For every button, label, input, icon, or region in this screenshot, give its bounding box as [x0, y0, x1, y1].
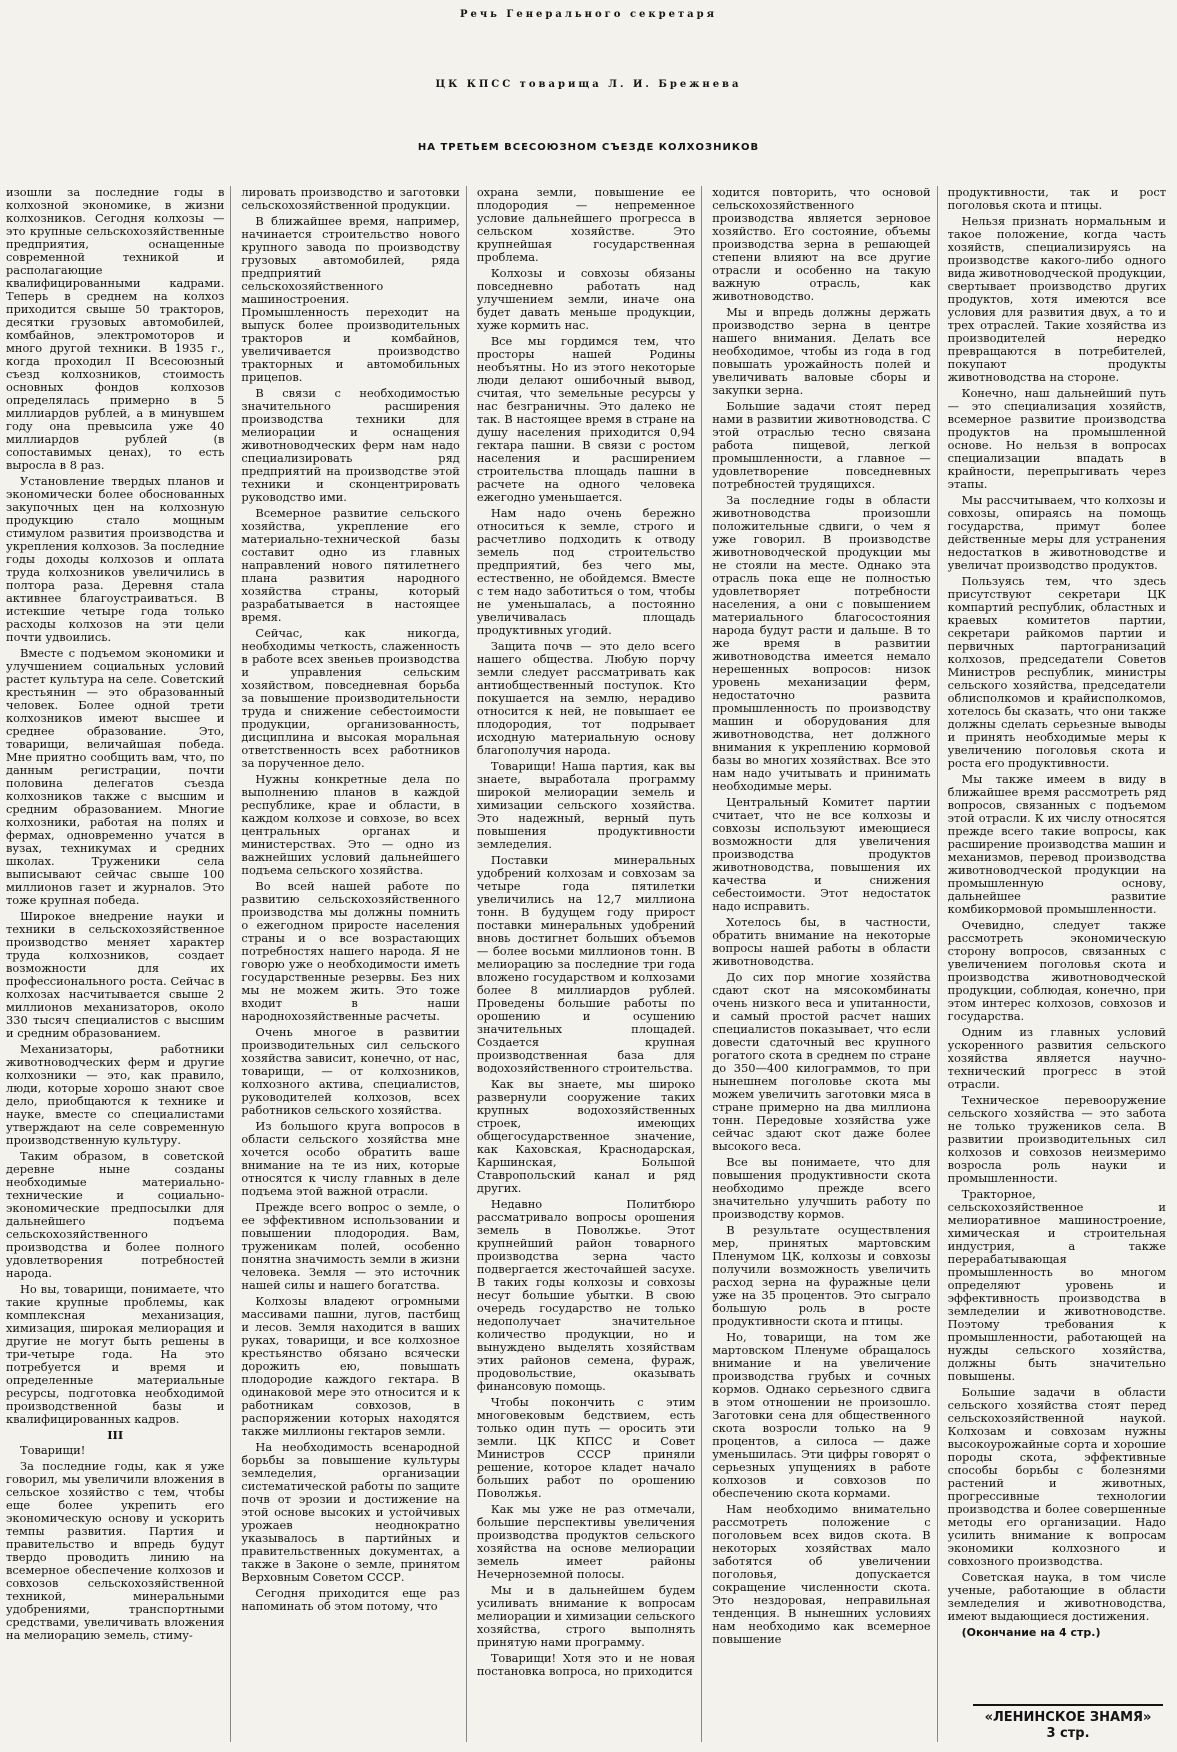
article-paragraph: Товарищи! Хотя это и не новая постановка вопроса, но приходится — [476, 1651, 696, 1678]
headline-line-2: ЦК КПСС товарища Л. И. Брежнева — [435, 79, 742, 90]
article-column-4 — [712, 186, 937, 1742]
article-column-5 — [948, 186, 1166, 1742]
article-paragraph: Защита почв — это дело всего нашего общества. Любую порчу земли следует рассматривать как антиобщественный поступок. Кто покушается на землю, нерадиво относится к ней, не повышает ее плодородия, тот подрывает исходную материальную основу благополучия народа. — [476, 639, 696, 757]
article-paragraph: За последние годы в области животноводства произошли положительные сдвиги, о чем я уже говорил. В производстве животноводческой продукции мы не стояли на месте. Однако эта отрасль пока еще не полностью удовлетворяет потребности населения, а они с повышением материального благосостояния народа будут расти и дальше. В то же время в развитии животноводства имеется немало нерешенных вопросов: низок уровень механизации ферм, недостаточно развита промышленность по производству машин и оборудования для животноводства, нет должного внимания к укреплению кормовой базы во многих хозяйствах. Все это нам надо учитывать и принимать необходимые меры. — [712, 493, 931, 793]
article-paragraph: Нам необходимо внимательно рассмотреть положение с поголовьем всех видов скота. В некоторых хозяйствах мало заботятся об увеличении поголовья, допускается сокращение численности скота. Это нездоровая, неправильная тенденция. В нынешних условиях нам необходимо как всемерное повышение — [712, 1502, 931, 1646]
article-paragraph: В ближайшее время, например, начинается строительство нового крупного завода по производству грузовых автомобилей, ряда предприятий сельскохозяйственного машиностроения. Промышленность переходит на выпуск более производительных тракторов и комбайнов, увеличивается производство тракторных и автомобильных прицепов. — [241, 214, 460, 384]
article-paragraph: Таким образом, в советской деревне ныне созданы необходимые материально-технические и социально-экономические предпосылки для дальнейшего подъема сельскохозяйственного производства и более полного удовлетворения потребностей народа. — [6, 1149, 225, 1280]
article-paragraph: Центральный Комитет партии считает, что не все колхозы и совхозы используют имеющиеся возможности для увеличения производства продуктов животноводства, повышения их качества и снижения себестоимости. Этот недостаток надо исправить. — [712, 795, 931, 913]
article-paragraph: Все мы гордимся тем, что просторы нашей Родины необъятны. Но из этого некоторые люди делают ошибочный вывод, считая, что земельные ресурсы у нас безграничны. Это далеко не так. В настоящее время в стране на душу населения приходится 0,94 гектара пашни. В связи с ростом населения и расширением строительства площадь пашни в расчете на одного человека ежегодно уменьшается. — [476, 334, 696, 504]
headline-line-1: Речь Генерального секретаря — [459, 9, 718, 20]
article-paragraph: Но, товарищи, на том же мартовском Пленуме обращалось внимание и на увеличение производства грубых и сочных кормов. Однако серьезного сдвига в этом отношении не произошло. Заготовки сена для общественного скота возросли только на 9 процентов, а силоса — даже уменьшилась. Эти цифры говорят о серьезных упущениях в работе колхозов и совхозов по обеспечению скота кормами. — [712, 1330, 931, 1500]
article-paragraph: Во всей нашей работе по развитию сельскохозяйственного производства мы должны помнить о ежегодном приросте населения страны и о все возрастающих потребностях нашего народа. Я не говорю уже о необходимости иметь государственные резервы. Без них мы не можем жить. Это тоже входит в наши народнохозяйственные расчеты. — [241, 879, 460, 1023]
article-paragraph: Конечно, наш дальнейший путь — это специализация хозяйств, всемерное развитие производства продуктов на промышленной основе. Но нельзя в вопросах специализации впадать в крайности, перепрыгивать через этапы. — [947, 386, 1167, 491]
article-paragraph: Как вы знаете, мы широко развернули сооружение таких крупных водохозяйственных строек, имеющих общегосударственное значение, как Каховская, Краснодарская, Каршинская, Большой Ставропольский канал и ряд других. — [476, 1077, 696, 1195]
article-paragraph: Техническое перевооружение сельского хозяйства — это забота не только тружеников села. В развитии производительных сил колхозов и совхозов неизмеримо возросла роль науки и промышленности. — [947, 1093, 1167, 1185]
article-paragraph: Сегодня приходится еще раз напоминать об этом потому, что — [241, 1586, 460, 1613]
article-paragraph: Хотелось бы, в частности, обратить внимание на некоторые вопросы нашей работы в области животноводства. — [712, 915, 931, 968]
article-paragraph: Нельзя признать нормальным и такое положение, когда часть хозяйств, специализируясь на производстве какого-либо одного вида животноводческой продукции, свертывает производство других продуктов, хотя имеются все условия для развития двух, а то и трех отраслей. Такие хозяйства из производителей нередко превращаются в потребителей, покупают продукты животноводства на стороне. — [947, 214, 1167, 384]
article-column-2 — [241, 186, 466, 1742]
article-paragraph: Тракторное, сельскохозяйственное и мелиоративное машиностроение, химическая и строительная индустрия, а также перерабатывающая промышленность во многом определяют уровень и эффективность производства в земледелии и животноводстве. Поэтому требования к промышленности, работающей на нужды сельского хозяйства, должны быть значительно повышены. — [947, 1187, 1167, 1383]
article-paragraph: Как мы уже не раз отмечали, большие перспективы увеличения производства продуктов сельского хозяйства на основе мелиорации земель имеет районы Нечерноземной полосы. — [476, 1502, 696, 1581]
article-paragraph: Всемерное развитие сельского хозяйства, укрепление его материально-технической базы составит одно из главных направлений нового пятилетнего плана развития народного хозяйства страны, который разрабатывается в настоящее время. — [241, 506, 460, 624]
article-columns — [6, 186, 1166, 1742]
article-paragraph: Мы и впредь должны держать производство зерна в центре нашего внимания. Делать все необходимое, чтобы из года в год повышать урожайность полей и увеличивать валовые сборы и закупки зерна. — [712, 305, 931, 397]
article-paragraph: Колхозы владеют огромными массивами пашни, лугов, пастбищ и лесов. Земля находится в ваших руках, товарищи, и все колхозное крестьянство обязано всячески дорожить ею, повышать плодородие каждого гектара. В одинаковой мере это относится и к работникам совхозов, в распоряжении которых находятся также миллионы гектаров земли. — [241, 1294, 460, 1438]
section-number: III — [107, 1428, 124, 1442]
subheadline: НА ТРЕТЬЕМ ВСЕСОЮЗНОМ СЪЕЗДЕ КОЛХОЗНИКОВ — [417, 142, 760, 153]
article-paragraph: Сейчас, как никогда, необходимы четкость, слаженность в работе всех звеньев производства и управления сельским хозяйством, повседневная борьба за повышение производительности труда и снижение себестоимости продукции, организованность, дисциплина и высокая моральная ответственность всех работников за порученное дело. — [241, 626, 460, 770]
article-paragraph: Мы также имеем в виду в ближайшее время рассмотреть ряд вопросов, связанных с подъемом этой отрасли. К их числу относятся прежде всего такие вопросы, как расширение производства машин и механизмов, перевод производства животноводческой продукции на промышленную основу, дальнейшее развитие комбикормовой промышленности. — [947, 772, 1167, 916]
article-paragraph: За последние годы, как я уже говорил, мы увеличили вложения в сельское хозяйство с тем, чтобы еще более укрепить его экономическую основу и ускорить темпы развития. Партия и правительство и впредь будут твердо проводить линию на всемерное обеспечение колхозов и совхозов сельскохозяйственной техникой, минеральными удобрениями, транспортными средствами, увеличивать вложения на мелиорацию земель, стиму- — [6, 1459, 225, 1642]
article-paragraph: Советская наука, в том числе ученые, работающие в области земледелия и животноводства, имеют выдающиеся достижения. — [947, 1570, 1167, 1623]
article-paragraph: Установление твердых планов и экономически более обоснованных закупочных цен на колхозную продукцию стало мощным стимулом развития производства и укрепления колхозов. За последние годы доходы колхозов и оплата труда колхозников увеличились в полтора раза. Деревня стала активнее благоустраиваться. В истекшие четыре года только расходы колхозов на эти цели почти удвоились. — [6, 474, 225, 644]
article-paragraph: Большие задачи в области сельского хозяйства стоят перед сельскохозяйственной наукой. Колхозам и совхозам нужны высокоурожайные сорта и хорошие породы скота, эффективные способы борьбы с болезнями растений и животных, прогрессивные технологии производства и более совершенные методы его организации. Надо усилить внимание к вопросам экономики колхозного и совхозного производства. — [947, 1385, 1167, 1568]
article-paragraph: Вместе с подъемом экономики и улучшением социальных условий растет культура на селе. Советский крестьянин — это образованный человек. Более одной трети колхозников имеют высшее и среднее образование. Это, товарищи, величайшая победа. Мне приятно сообщить вам, что, по данным регистрации, почти половина делегатов съезда колхозников также с высшим и средним образованием. Многие колхозники, работая на полях и фермах, одновременно учатся в вузах, техникумах и средних школах. Труженики села выписывают сейчас свыше 100 миллионов газет и журналов. Это тоже крупная победа. — [6, 646, 225, 907]
article-paragraph: На необходимость всенародной борьбы за повышение культуры земледелия, организации систематической работы по защите почв от эрозии и достижение на этой основе высоких и устойчивых урожаев неоднократно указывалось в партийных и правительственных документах, а также в Законе о земле, принятом Верховным Советом СССР. — [241, 1440, 460, 1584]
article-paragraph: Колхозы и совхозы обязаны повседневно работать над улучшением земли, иначе она будет давать меньше продукции, хуже кормить нас. — [476, 266, 696, 332]
article-paragraph: ходится повторить, что основой сельскохозяйственного производства является зерновое хозяйство. Его состояние, объемы производства зерна в решающей степени влияют на все другие отрасли и особенно на такую важную отрасль, как животноводство. — [712, 186, 931, 303]
article-paragraph: В результате осуществления мер, принятых мартовским Пленумом ЦК, колхозы и совхозы получили возможность увеличить расход зерна на фуражные цели уже на 35 процентов. Это сыграло большую роль в росте продуктивности скота и птицы. — [712, 1223, 931, 1328]
article-paragraph: Очевидно, следует также рассмотреть экономическую сторону вопросов, связанных с увеличением поголовья скота и производства животноводческой продукции, соблюдая, конечно, при этом интерес колхозов, совхозов и государства. — [947, 918, 1167, 1023]
article-paragraph: лировать производство и заготовки сельскохозяйственной продукции. — [241, 186, 460, 212]
article-paragraph: Товарищи! Наша партия, как вы знаете, выработала программу широкой мелиорации земель и химизации сельского хозяйства. Это надежный, верный путь повышения продуктивности земледелия. — [476, 759, 696, 851]
newspaper-name: «ЛЕНИНСКОЕ ЗНАМЯ» — [984, 1710, 1152, 1725]
article-paragraph: Нам надо очень бережно относиться к земле, строго и расчетливо подходить к отводу земель под строительство предприятий, без чего мы, естественно, не обойдемся. Вместе с тем надо заботиться о том, чтобы не уменьшалась, а постоянно увеличивалась площадь продуктивных угодий. — [476, 506, 696, 637]
continuation-note: (Окончание на 4 стр.) — [961, 1626, 1101, 1639]
article-paragraph: До сих пор многие хозяйства сдают скот на мясокомбинаты очень низкого веса и упитанности, и самый простой расчет наших специалистов показывает, что если довести сдаточный вес крупного рогатого скота в среднем по стране до 350—400 килограммов, то при нынешнем поголовье скота мы можем увеличить заготовки мяса в стране примерно на два миллиона тонн. Передовые хозяйства уже сейчас здают скот даже более высокого веса. — [712, 970, 931, 1153]
article-paragraph: В связи с необходимостью значительного расширения производства техники для мелиорации и оснащения животноводческих ферм нам надо специализировать ряд предприятий на производстве этой техники и сконцентрировать руководство ими. — [241, 386, 460, 504]
article-paragraph: охрана земли, повышение ее плодородия — непременное условие дальнейшего прогресса в сельском хозяйстве. Это крупнейшая государственная проблема. — [476, 186, 696, 264]
article-paragraph: Товарищи! — [20, 1443, 86, 1457]
article-paragraph: Прежде всего вопрос о земле, о ее эффективном использовании и повышении плодородия. Вам, труженикам полей, особенно понятна значимость земли в жизни человека. Земля — это источник нашей силы и нашего богатства. — [241, 1200, 460, 1292]
article-paragraph: Из большого круга вопросов в области сельского хозяйства мне хочется особо обратить ваше внимание на те из них, которые относятся к числу главных в деле подъема этой важной отрасли. — [241, 1119, 460, 1198]
article-paragraph: Все вы понимаете, что для повышения продуктивности скота необходимо прежде всего значительно улучшить работу по производству кормов. — [712, 1155, 931, 1221]
page-footer — [973, 1704, 1163, 1742]
article-column-1 — [6, 186, 231, 1742]
masthead — [0, 0, 1177, 180]
article-paragraph: Большие задачи стоят перед нами в развитии животноводства. С этой отраслью тесно связана работа пищевой, легкой промышленности, а главное — удовлетворение повседневных потребностей трудящихся. — [712, 399, 931, 491]
article-paragraph: Пользуясь тем, что здесь присутствуют секретари ЦК компартий республик, областных и краевых комитетов партии, секретари райкомов партии и первичных партогранизаций колхозов, председатели Советов Министров республик, министры сельского хозяйства, председатели облисполкомов и крайисполкомов, хотелось бы сказать, что они также должны сделать серьезные выводы и принять необходимые меры к увеличению поголовья скота и роста его продуктивности. — [947, 574, 1167, 770]
article-paragraph: Широкое внедрение науки и техники в сельскохозяйственное производство меняет характер труда колхозников, создает возможности для их профессионального роста. Сейчас в колхозах насчитывается свыше 2 миллионов механизаторов, около 330 тысяч специалистов с высшим и средним образованием. — [6, 909, 225, 1040]
article-paragraph: Механизаторы, работники животноводческих ферм и другие колхозники — это, как правило, люди, которые хорошо знают свое дело, приобщаются к технике и науке, вместе со специалистами утверждают на селе современную производственную культуру. — [6, 1042, 225, 1147]
article-paragraph: Нужны конкретные дела по выполнению планов в каждой республике, крае и области, в каждом колхозе и совхозе, во всех центральных органах и министерствах. Это — одно из важнейших условий дальнейшего подъема сельского хозяйства. — [241, 772, 460, 877]
article-paragraph: Поставки минеральных удобрений колхозам и совхозам за четыре года пятилетки увеличились на 12,7 миллиона тонн. В будущем году прирост поставки минеральных удобрений вновь достигнет больших объемов — более восьми миллионов тонн. В мелиорацию за последние три года вложено государством и колхозами более 8 миллиардов рублей. Проведены большие работы по орошению и осушению значительных площадей. Создается крупная производственная база для водохозяйственного строительства. — [476, 853, 696, 1075]
article-paragraph: Одним из главных условий ускоренного развития сельского хозяйства является научно-технический прогресс в этой отрасли. — [947, 1025, 1167, 1091]
article-paragraph: Мы и в дальнейшем будем усиливать внимание к вопросам мелиорации и химизации сельского хозяйства, строго выполнять принятую нами программу. — [476, 1583, 696, 1649]
article-paragraph: Но вы, товарищи, понимаете, что такие крупные проблемы, как комплексная механизация, химизация, широкая мелиорация и другие не могут быть решены в три-четыре года. На это потребуется и время и определенные материальные ресурсы, подготовка необходимой производственной базы и квалифицированных кадров. — [6, 1282, 225, 1426]
article-paragraph: Мы рассчитываем, что колхозы и совхозы, опираясь на помощь государства, примут более действенные меры для устранения недостатков в животноводстве и увеличат производство продуктов. — [947, 493, 1167, 572]
article-paragraph: изошли за последние годы в колхозной экономике, в жизни колхозников. Сегодня колхозы — это крупные сельскохозяйственные предприятия, оснащенные современной техникой и располагающие квалифицированными кадрами. Теперь в среднем на колхоз приходится свыше 50 тракторов, десятки грузовых автомобилей, комбайнов, электромоторов и много другой техники. В 1935 г., когда проходил II Всесоюзный съезд колхозников, стоимость основных фондов колхозов определялась примерно в 5 миллиардов рублей, а в минувшем году она превысила уже 40 миллиардов рублей (в сопоставимых ценах), то есть выросла в 8 раз. — [6, 186, 225, 472]
page-number: 3 стр. — [1046, 1726, 1090, 1741]
article-paragraph: Чтобы покончить с этим многовековым бедствием, есть только один путь — оросить эти земли. ЦК КПСС и Совет Министров СССР приняли решение, которое кладет начало больших работ по орошению Поволжья. — [476, 1395, 696, 1500]
article-column-3 — [477, 186, 702, 1742]
article-paragraph: продуктивности, так и рост поголовья скота и птицы. — [947, 186, 1167, 212]
article-paragraph: Недавно Политбюро рассматривало вопросы орошения земель в Поволжье. Этот крупнейший район товарного производства зерна часто подвергается жесточайшей засухе. В таких годы колхозы и совхозы несут большие убытки. В свою очередь государство не только недополучает значительное количество продукции, но и вынуждено выделять хозяйствам этих районов семена, фураж, продовольствие, оказывать финансовую помощь. — [476, 1197, 696, 1393]
article-paragraph: Очень многое в развитии производительных сил сельского хозяйства зависит, конечно, от нас, товарищи, — от колхозников, колхозного актива, специалистов, руководителей колхозов, всех работников сельского хозяйства. — [241, 1025, 460, 1117]
